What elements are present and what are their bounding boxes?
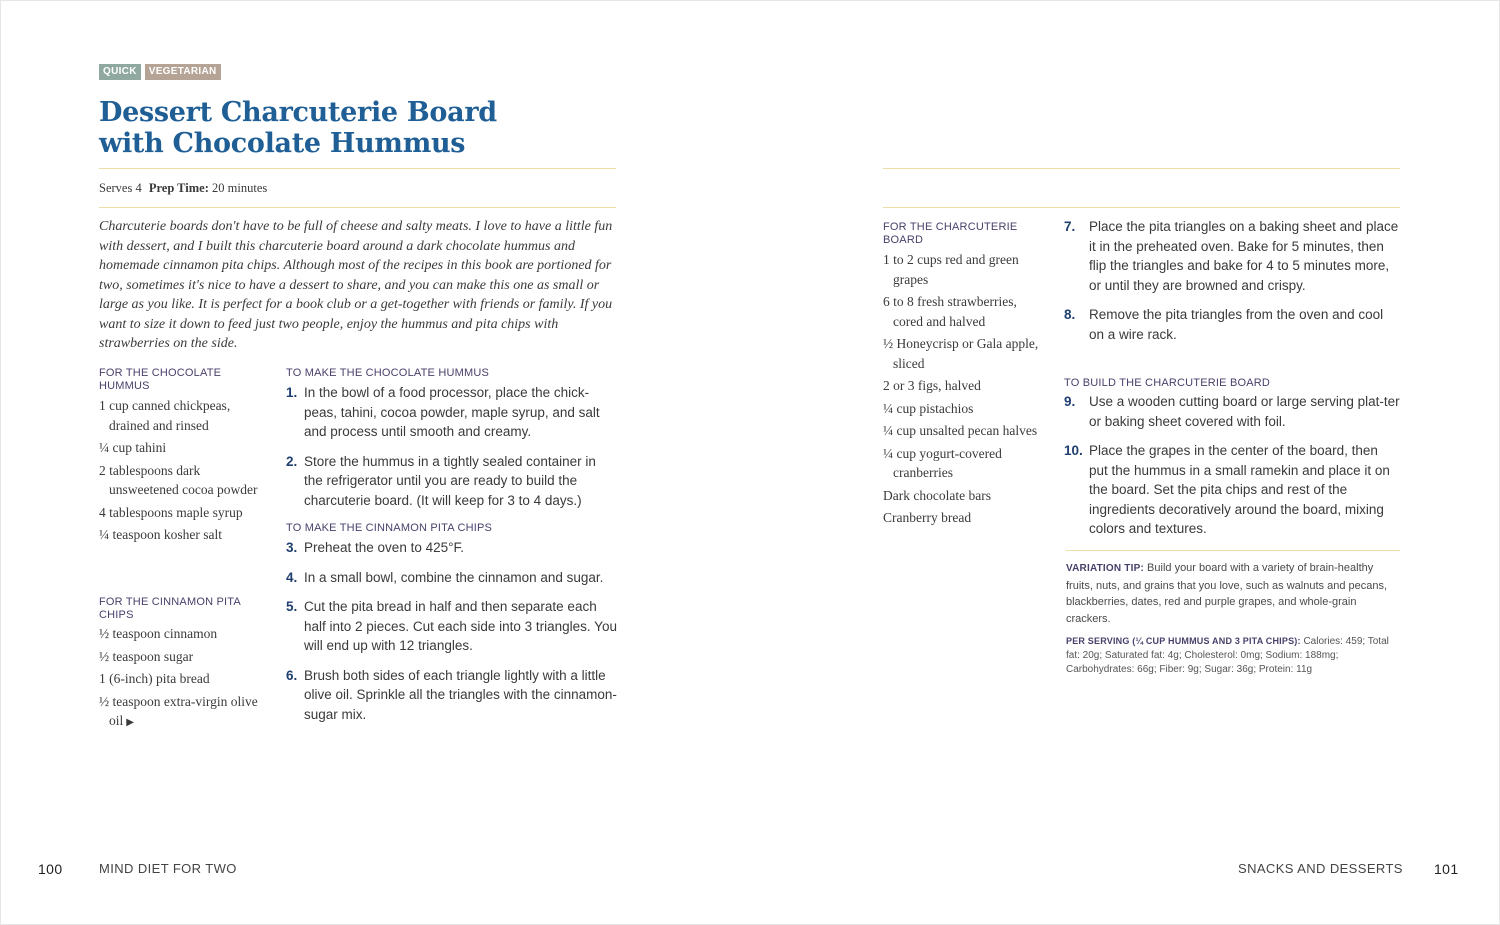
- variation-tip: [1066, 560, 1400, 627]
- step-number: 9.: [1064, 394, 1076, 409]
- directions-board-heading: TO BUILD THE CHARCUTERIE BOARD: [1064, 377, 1271, 389]
- right-page-number: 101: [1434, 861, 1459, 877]
- tag-vegetarian: VEGETARIAN: [145, 64, 221, 80]
- recipe-tags: [99, 64, 221, 80]
- serves-prep-line: [99, 181, 267, 196]
- step-text: Use a wooden cutting board or large serving plat-ter or baking sheet covered with foil.: [1089, 394, 1400, 429]
- left-page-number: 100: [38, 861, 63, 877]
- ingredient-item: ¼ teaspoon kosher salt: [99, 527, 222, 542]
- step-number: 8.: [1064, 307, 1076, 322]
- step-text: In the bowl of a food processor, place the chick-peas, tahini, cocoa powder, maple syrup, and salt and process until smooth and creamy.: [304, 385, 600, 439]
- serves-text: Serves 4: [99, 181, 142, 195]
- rule-under-serves: [99, 207, 616, 208]
- step-number: 5.: [286, 599, 298, 614]
- rule-right-top: [883, 168, 1400, 169]
- rule-above-tip: [1066, 550, 1400, 551]
- direction-step: [287, 666, 617, 725]
- step-text: Store the hummus in a tightly sealed container in the refrigerator until you are ready to build the charcuterie board. (It will keep for 3 to 4 days.): [304, 453, 596, 508]
- left-running-title: MIND DIET FOR TWO: [99, 861, 237, 876]
- ingredient-item: 1 to 2 cups red and green grapes: [883, 252, 1019, 287]
- ingredients-hummus-list: [99, 396, 259, 548]
- ingredient-item: ½ teaspoon cinnamon: [99, 626, 218, 641]
- variation-tip-label: VARIATION TIP:: [1066, 563, 1144, 574]
- direction-step: [287, 452, 617, 511]
- ingredients-hummus-heading: FOR THE CHOCOLATE HUMMUS: [99, 367, 222, 392]
- right-running-title: SNACKS AND DESSERTS: [1238, 861, 1403, 876]
- nutrition-text: Calories: 459; Total fat: 20g; Saturated fat: 4g; Cholesterol: 0mg; Sodium: 188mg; Carbohydrates: 66g; Fiber: 9g; Sugar: 36g; Protein: 11g: [1066, 636, 1389, 675]
- ingredients-board-heading: FOR THE CHARCUTERIE BOARD: [883, 221, 1018, 246]
- step-number: 7.: [1064, 219, 1076, 234]
- step-text: Place the pita triangles on a baking sheet and place it in the preheated oven. Bake for 5 minutes, then flip the triangles and bake for 4 to 5 minutes more, or until they are browned and crispy.: [1089, 219, 1399, 293]
- direction-step: [287, 383, 617, 442]
- ingredient-item: 1 cup canned chickpeas, drained and rinsed: [99, 398, 231, 433]
- step-text: Remove the pita triangles from the oven and cool on a wire rack.: [1089, 307, 1384, 342]
- ingredient-item: ¼ cup yogurt-covered cranberries: [883, 445, 1002, 480]
- ingredient-item: ¼ cup pistachios: [883, 400, 974, 416]
- ingredient-item: ½ teaspoon sugar: [99, 648, 194, 664]
- step-number: 4.: [286, 569, 298, 585]
- ingredient-item: ¼ cup tahini: [99, 440, 167, 455]
- direction-step: [1066, 441, 1400, 539]
- directions-chips-steps-continued: [1066, 217, 1400, 354]
- directions-chips-heading: TO MAKE THE CINNAMON PITA CHIPS: [286, 522, 493, 534]
- ingredient-item: Cranberry bread: [883, 510, 972, 525]
- step-number: 6.: [286, 667, 298, 683]
- step-number: 2.: [286, 453, 298, 469]
- ingredient-item: 2 tablespoons dark unsweetened cocoa powder: [99, 462, 258, 497]
- step-number: 3.: [286, 540, 298, 555]
- directions-hummus-steps: [287, 383, 617, 520]
- variation-tip-text: Build your board with a variety of brain-healthy fruits, nuts, and grains that you love, such as walnuts and pecans, blackberries, dates, red and purple grapes, and whole-grain crackers.: [1066, 562, 1388, 625]
- step-text: Cut the pita bread in half and then separate each half into 2 pieces. Cut each side into 3 triangles. You will end up with 12 triangles.: [304, 599, 617, 653]
- intro-paragraph: Charcuterie boards don't have to be full of cheese and salty meats. I love to have a little fun with dessert, and I built this charcuterie board around a dark chocolate hummus and homemade cinnamon pita chips. Although most of the recipes in this book are portioned for two, sometimes it's nice to have a dessert to share, and you can make this one as small or large as you like. It is perfect for a book club or a get-together with friends or family. If you want to size it down to feed just two people, enjoy the hummus and pita chips with strawberries on the side.: [99, 219, 613, 351]
- direction-step: [1066, 305, 1400, 344]
- title-line-1: Dessert Charcuterie Board: [99, 97, 497, 128]
- direction-step: [287, 568, 617, 588]
- direction-step: [287, 597, 617, 656]
- step-text: Place the grapes in the center of the board, then put the hummus in a small ramekin and place it on the board. Set the pita chips and rest of the ingredients decoratively around the board, mixing colors and textures.: [1089, 443, 1390, 536]
- directions-chips-steps: [287, 538, 617, 734]
- nutrition-label: PER SERVING (¼ CUP HUMMUS AND 3 PITA CHIPS):: [1066, 636, 1301, 646]
- ingredient-item: 1 (6-inch) pita bread: [99, 671, 210, 686]
- step-number: 10.: [1064, 443, 1083, 458]
- ingredients-chips-list: [99, 624, 259, 736]
- direction-step: [287, 538, 617, 558]
- ingredient-item: 2 or 3 figs, halved: [883, 378, 981, 393]
- directions-hummus-heading: TO MAKE THE CHOCOLATE HUMMUS: [286, 367, 490, 379]
- ingredient-item: 6 to 8 fresh strawberries, cored and halved: [883, 294, 1017, 329]
- ingredient-item: ¼ cup unsalted pecan halves: [883, 423, 1038, 438]
- direction-step: [1066, 392, 1400, 431]
- nutrition-info: [1066, 634, 1400, 677]
- rule-under-title: [99, 168, 616, 169]
- directions-board-steps: [1066, 392, 1400, 549]
- step-text: Preheat the oven to 425°F.: [304, 540, 465, 555]
- prep-time-value: 20 minutes: [212, 181, 268, 195]
- tag-quick: QUICK: [99, 64, 141, 80]
- ingredient-item: 4 tablespoons maple syrup: [99, 504, 243, 520]
- prep-time-label: Prep Time:: [148, 181, 209, 195]
- rule-right-second: [883, 207, 1400, 208]
- step-text: In a small bowl, combine the cinnamon and sugar.: [304, 569, 604, 585]
- ingredient-item: ½ Honeycrisp or Gala apple, sliced: [883, 336, 1039, 371]
- ingredients-chips-heading: FOR THE CINNAMON PITA CHIPS: [99, 596, 241, 621]
- ingredient-item: [99, 692, 259, 733]
- title-line-2: with Chocolate Hummus: [99, 128, 466, 159]
- recipe-title: [99, 97, 619, 159]
- ingredient-item: Dark chocolate bars: [883, 487, 991, 503]
- continue-arrow-icon: ▶: [126, 717, 134, 728]
- ingredients-board-list: [883, 250, 1043, 531]
- direction-step: [1066, 217, 1400, 295]
- step-number: 1.: [286, 385, 298, 400]
- ingredient-text: ½ teaspoon extra-virgin olive oil: [99, 693, 258, 728]
- step-text: Brush both sides of each triangle lightly with a little olive oil. Sprinkle all the triangles with the cinnamon-sugar mix.: [304, 667, 617, 722]
